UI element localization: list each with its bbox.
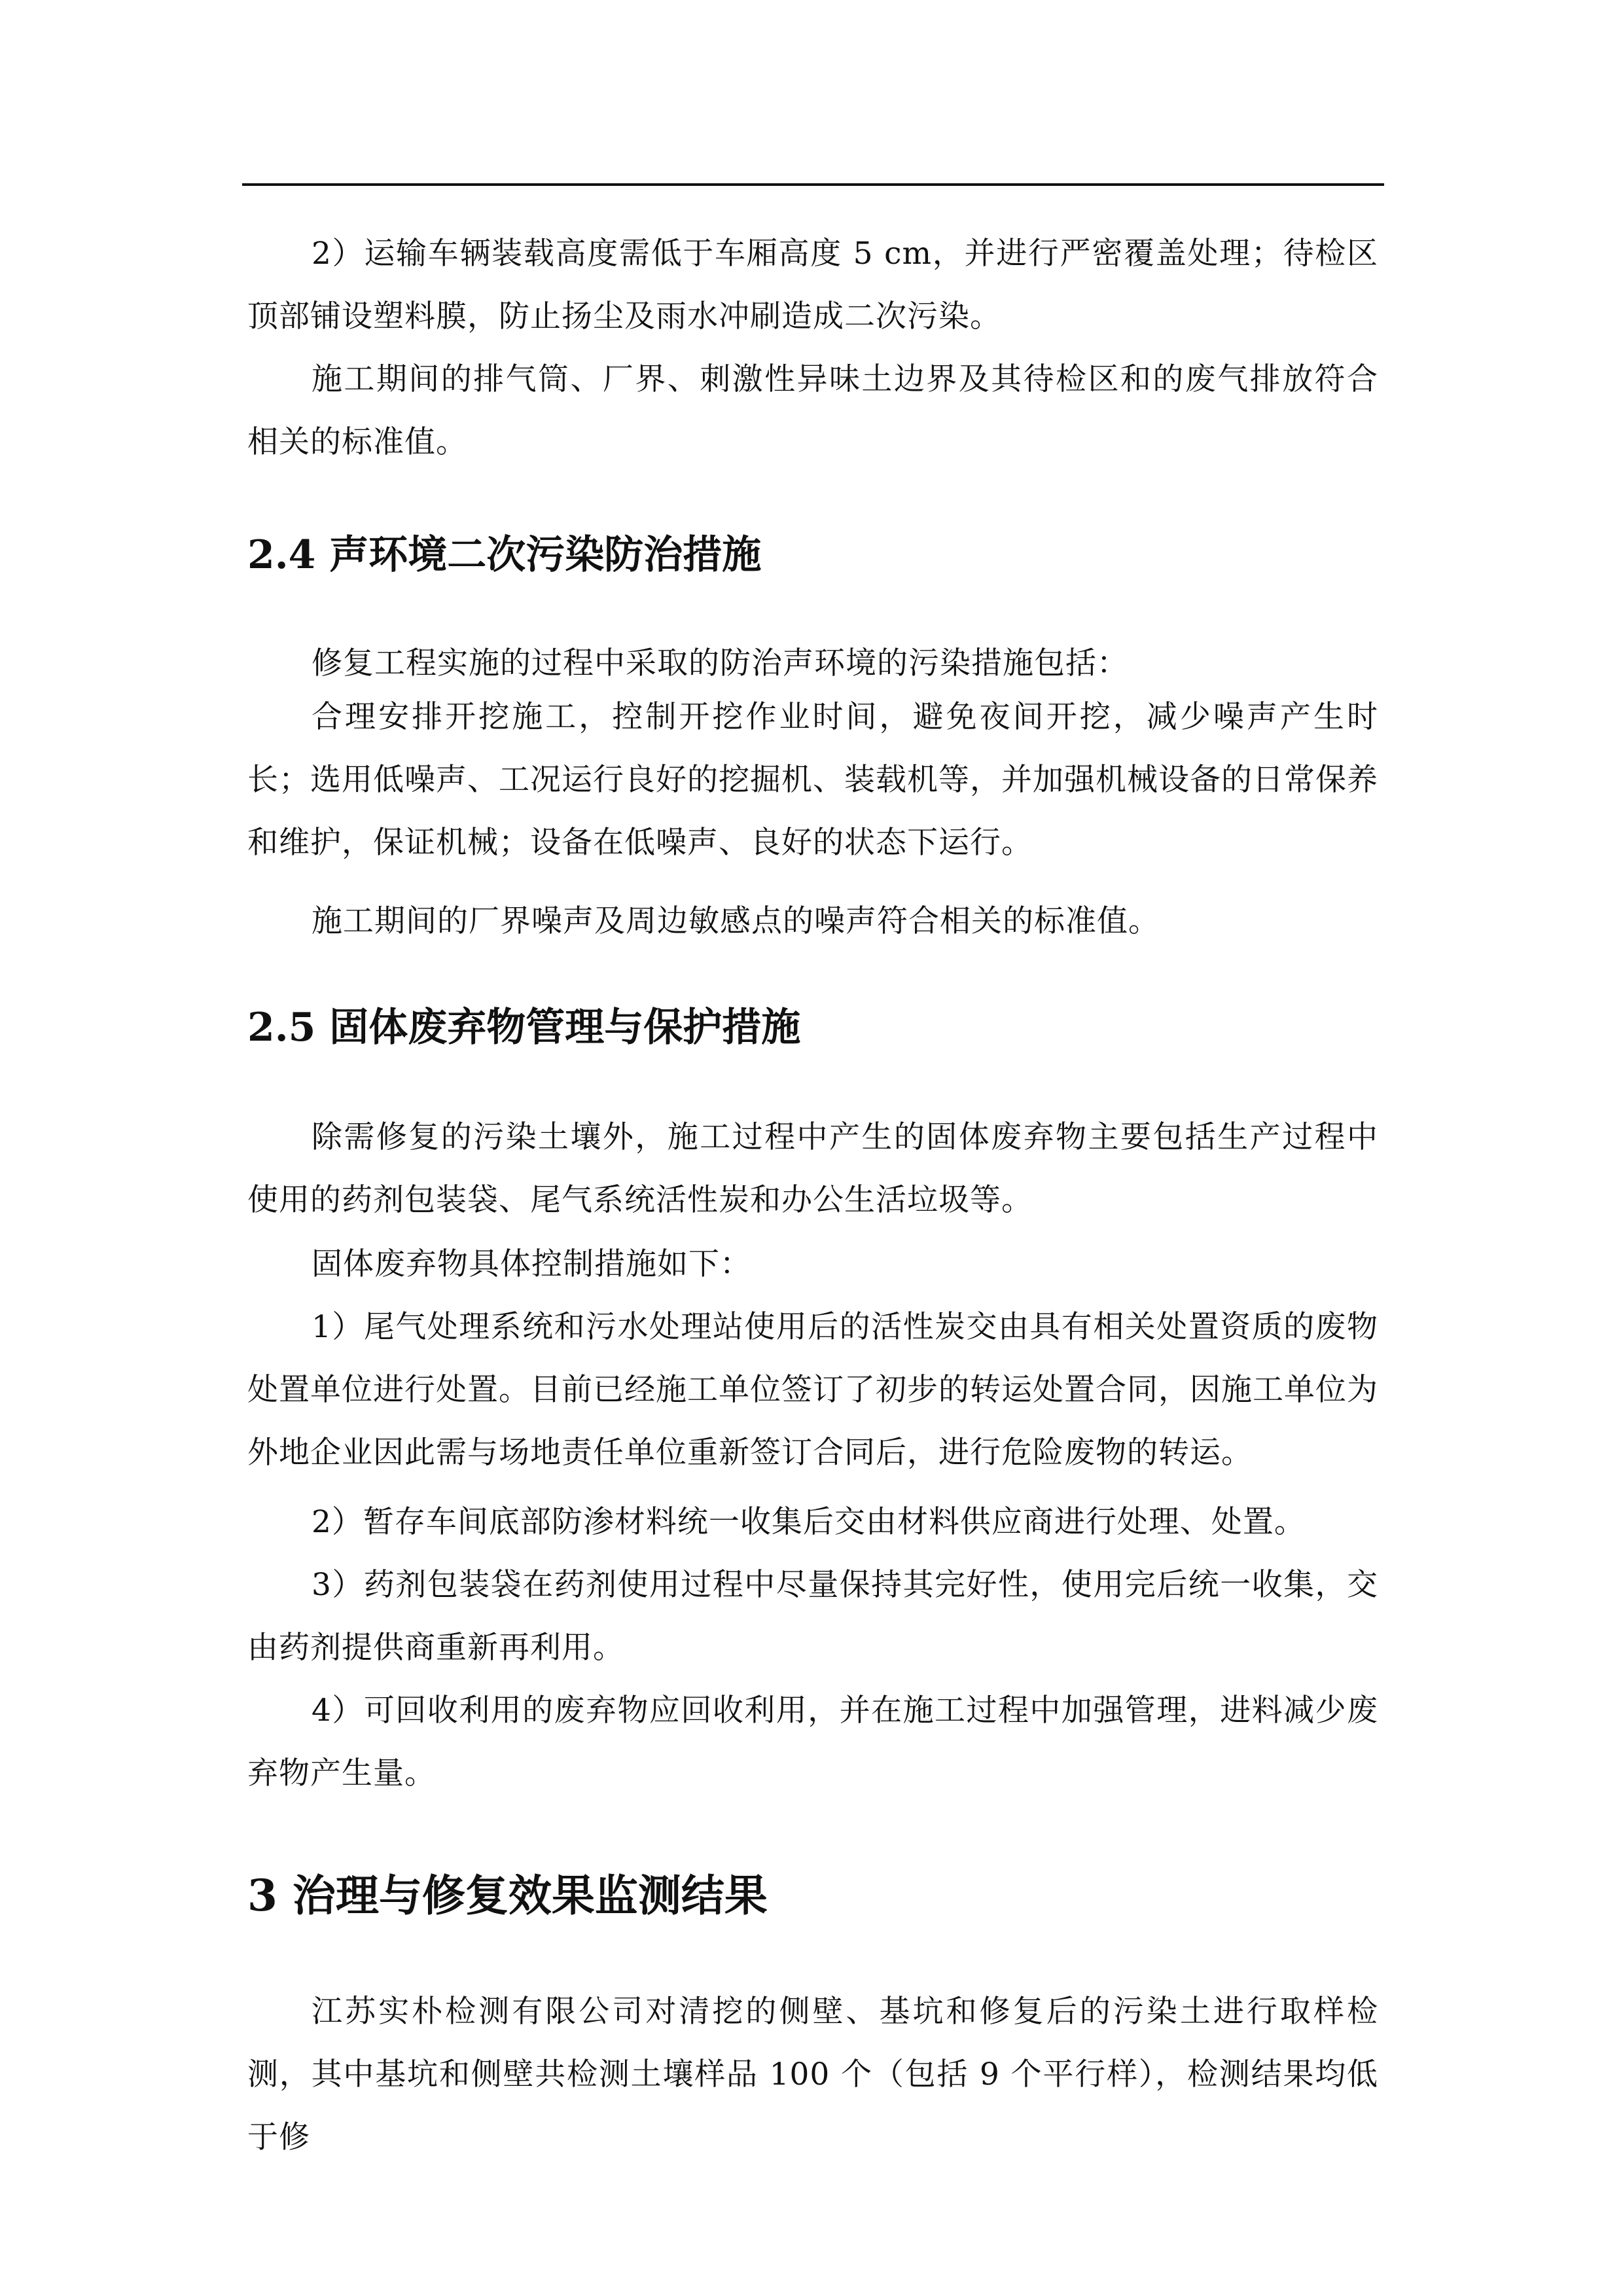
header-rule	[242, 183, 1384, 186]
paragraph-noise-intro: 修复工程实施的过程中采取的防治声环境的污染措施包括：	[312, 645, 1128, 681]
paragraph-noise-measures: 合理安排开挖施工，控制开挖作业时间，避免夜间开挖，减少噪声产生时长；选用低噪声、工况运行良好的挖掘机、装载机等，并加强机械设备的日常保养和维护，保证机械；设备在低噪声、良好的状态下运行。	[247, 699, 1378, 861]
paragraph-exhaust-standards: 施工期间的排气筒、厂界、刺激性异味土边界及其待检区和的废气排放符合相关的标准值。	[247, 361, 1378, 460]
paragraph-solid-waste-item-2: 2）暂存车间底部防渗材料统一收集后交由材料供应商进行处理、处置。	[312, 1504, 1306, 1540]
section-heading-2-4: 2.4 声环境二次污染防治措施	[247, 532, 762, 578]
paragraph-transport-vehicles: 2）运输车辆装载高度需低于车厢高度 5 cm，并进行严密覆盖处理；待检区顶部铺设塑料膜，防止扬尘及雨水冲刷造成二次污染。	[247, 236, 1378, 334]
section-heading-2-5: 2.5 固体废弃物管理与保护措施	[247, 1005, 801, 1050]
paragraph-solid-waste-item-3: 3）药剂包装袋在药剂使用过程中尽量保持其完好性，使用完后统一收集，交由药剂提供商重新再利用。	[247, 1567, 1378, 1666]
section-heading-3: 3 治理与修复效果监测结果	[247, 1870, 768, 1921]
paragraph-solid-waste-intro: 除需修复的污染土壤外，施工过程中产生的固体废弃物主要包括生产过程中使用的药剂包装袋、尾气系统活性炭和办公生活垃圾等。	[247, 1119, 1378, 1218]
paragraph-noise-standards: 施工期间的厂界噪声及周边敏感点的噪声符合相关的标准值。	[312, 903, 1160, 939]
paragraph-solid-waste-measures-lead: 固体废弃物具体控制措施如下：	[312, 1246, 751, 1282]
paragraph-monitoring-results: 江苏实朴检测有限公司对清挖的侧壁、基坑和修复后的污染土进行取样检测，其中基坑和侧壁共检测土壤样品 100 个（包括 9 个平行样），检测结果均低于修	[247, 1994, 1378, 2155]
paragraph-solid-waste-item-4: 4）可回收利用的废弃物应回收利用，并在施工过程中加强管理，进料减少废弃物产生量。	[247, 1693, 1378, 1791]
paragraph-solid-waste-item-1: 1）尾气处理系统和污水处理站使用后的活性炭交由具有相关处置资质的废物处置单位进行处置。目前已经施工单位签订了初步的转运处置合同，因施工单位为外地企业因此需与场地责任单位重新签订合同后，进行危险废物的转运。	[247, 1309, 1378, 1471]
